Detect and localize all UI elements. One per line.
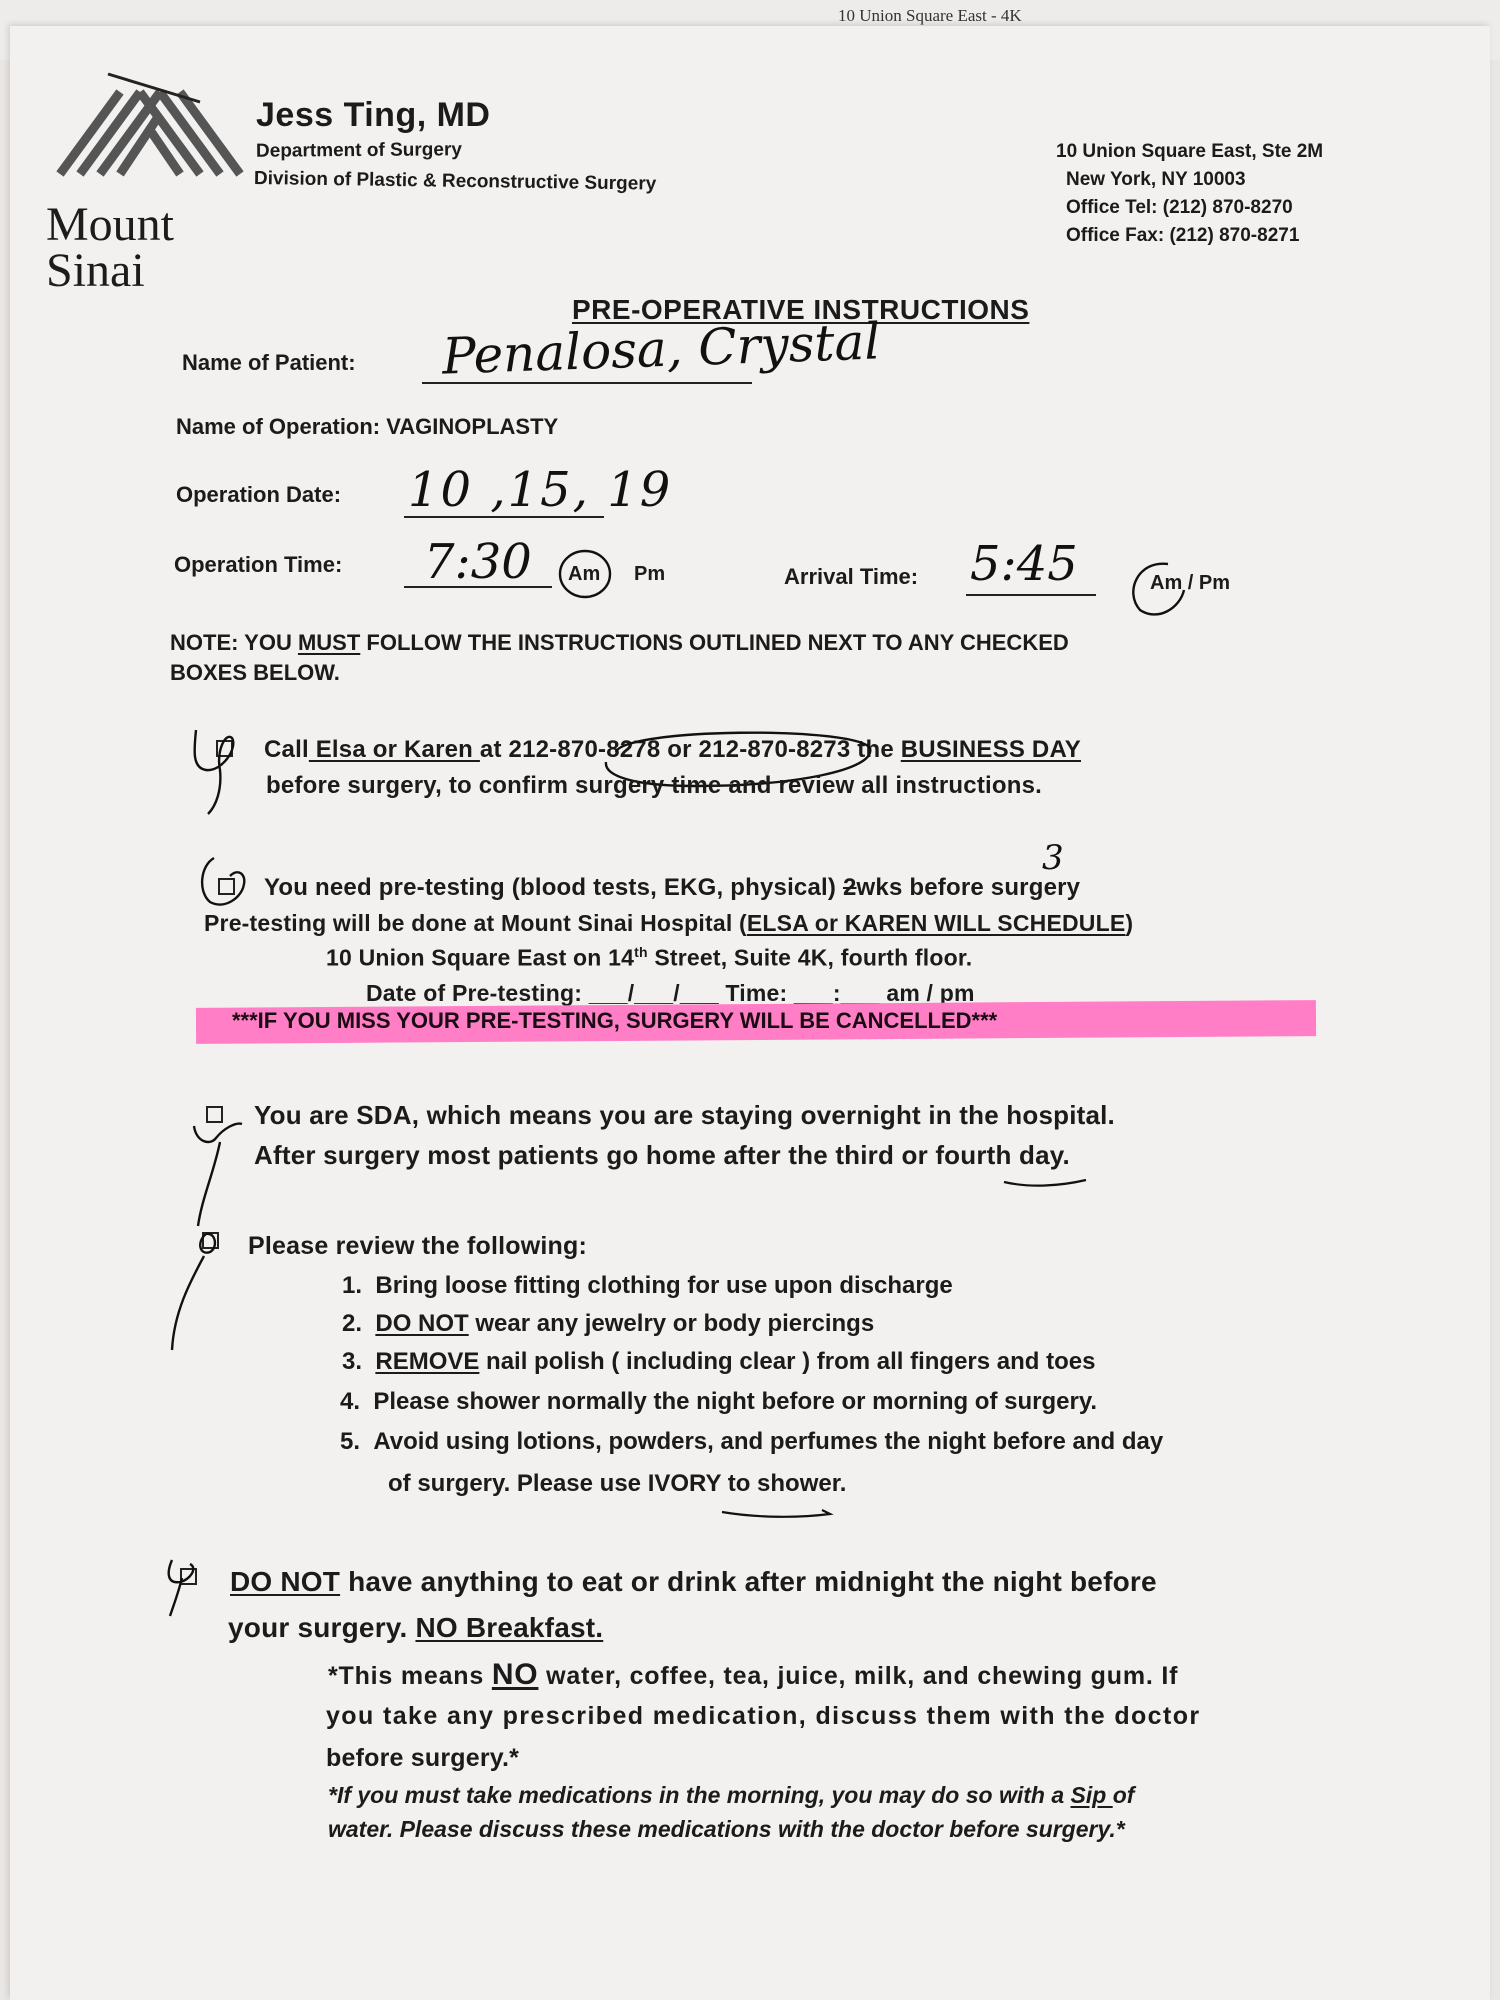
mount-sinai-logo-icon — [50, 64, 250, 184]
pretesting-date-time: Date of Pre-testing: ___/___/___ Time: ___:___ am / pm — [366, 980, 975, 1006]
back-sheet-address: 10 Union Square East - 4K — [838, 6, 1022, 25]
arrival-ampm: Am / Pm — [1150, 572, 1231, 594]
sda-line-2: After surgery most patients go home after the third or fourth day. — [254, 1140, 1070, 1170]
operation-time-handwritten[interactable]: 7:30 — [424, 534, 532, 590]
pretesting-line-1: You need pre-testing (blood tests, EKG, physical) 2wks before surgery — [264, 874, 1081, 901]
fasting-para-1-line-2: you take any prescribed medication, discuss them with the doctor — [326, 1702, 1201, 1730]
review-item: 4. Please shower normally the night before or morning of surgery. — [340, 1388, 1098, 1415]
third-underline-icon — [1000, 1174, 1090, 1190]
review-item: 1. Bring loose fitting clothing for use upon discharge — [342, 1272, 953, 1299]
operation-name: Name of Operation: VAGINOPLASTY — [176, 414, 559, 439]
note-block — [170, 628, 1069, 688]
department: Department of Surgery — [255, 139, 462, 162]
form-title: PRE-OPERATIVE INSTRUCTIONS — [572, 294, 1030, 325]
contact-block — [1056, 138, 1323, 250]
logo-line-2: Sinai — [46, 244, 145, 297]
arrival-time-label: Arrival Time: — [784, 564, 919, 589]
call-checkmark-icon — [186, 710, 266, 820]
fasting-line-1: DO NOT have anything to eat or drink after midnight the night before — [230, 1566, 1157, 1597]
review-item: 2. DO NOT wear any jewelry or body piercings — [342, 1310, 875, 1337]
review-item-5-line-2: of surgery. Please use IVORY to shower. — [388, 1470, 847, 1497]
fasting-para-1-line-3: before surgery.* — [326, 1744, 520, 1772]
fasting-para-2-line-2: water. Please discuss these medications with the doctor before surgery.* — [328, 1816, 1125, 1842]
pretesting-checkmark-icon — [194, 852, 264, 912]
am-circle-icon — [556, 546, 616, 602]
time-pm: Pm — [634, 563, 666, 585]
ivory: IVORY — [647, 1470, 722, 1497]
review-item: 3. REMOVE nail polish ( including clear ) from all fingers and toes — [342, 1348, 1096, 1375]
operation-time-label: Operation Time: — [174, 552, 343, 577]
address-line-2: New York, NY 10003 — [1066, 169, 1246, 190]
time-am: Am — [568, 563, 601, 585]
review-checkmark-icon — [160, 1222, 240, 1362]
arrival-underline — [966, 594, 1096, 596]
doctor-name: Jess Ting, MD — [256, 96, 491, 134]
office-fax: Office Fax: (212) 870-8271 — [1066, 225, 1300, 246]
logo-wordmark — [46, 198, 175, 297]
review-item: 5. Avoid using lotions, powders, and perfumes the night before and day — [340, 1428, 1164, 1455]
pretesting-line-2: Pre-testing will be done at Mount Sinai Hospital (ELSA or KAREN WILL SCHEDULE) — [204, 910, 1134, 936]
ivory-underline-icon — [718, 1504, 838, 1524]
pretesting-warning: ***IF YOU MISS YOUR PRE-TESTING, SURGERY WILL BE CANCELLED*** — [232, 1008, 998, 1033]
sda-third: third — [835, 1140, 895, 1170]
division: Division of Plastic & Reconstructive Surgery — [253, 168, 657, 195]
fasting-line-2: your surgery. NO Breakfast. — [228, 1612, 604, 1643]
arrival-time-handwritten[interactable]: 5:45 — [970, 536, 1078, 592]
fasting-do-not: DO NOT — [230, 1566, 341, 1597]
sip: Sip — [1070, 1782, 1113, 1808]
call-names: Elsa or Karen — [308, 736, 480, 763]
patient-label: Name of Patient: — [182, 350, 356, 375]
sda-line-1: You are SDA, which means you are staying overnight in the hospital. — [254, 1100, 1115, 1130]
operation-date-label: Operation Date: — [176, 482, 342, 507]
fasting-para-1-line-1: *This means NO water, coffee, tea, juice, milk, and chewing gum. If — [328, 1658, 1179, 1691]
patient-name-handwritten[interactable]: Penalosa, Crystal — [441, 312, 882, 386]
call-line-1: Call Elsa or Karen at 212-870-8278 or 212-870-8273 the BUSINESS DAY — [264, 736, 1081, 763]
office-tel: Office Tel: (212) 870-8270 — [1066, 197, 1293, 218]
call-phone-2: 212-870-8273 the — [698, 736, 901, 763]
document-page — [10, 26, 1490, 2000]
note-must: MUST — [297, 630, 361, 655]
weeks-original: 2 — [842, 874, 857, 901]
fasting-checkmark-icon — [158, 1554, 218, 1624]
no-breakfast: NO Breakfast. — [415, 1612, 604, 1643]
elsa-karen-schedule: ELSA or KAREN WILL SCHEDULE — [746, 910, 1126, 936]
business-day: BUSINESS DAY — [900, 736, 1081, 763]
arrival-am-circle-icon — [1118, 552, 1196, 624]
weeks-handwritten[interactable]: 3 — [1042, 838, 1064, 878]
review-heading: Please review the following: — [248, 1232, 588, 1260]
address-line-1: 10 Union Square East, Ste 2M — [1056, 141, 1324, 162]
note-line-1: NOTE: YOU MUST FOLLOW THE INSTRUCTIONS OUTLINED NEXT TO ANY CHECKED — [170, 630, 1069, 655]
operation-date-handwritten[interactable]: 10 ,15, 19 — [408, 462, 673, 518]
fasting-para-2-line-1: *If you must take medications in the morning, you may do so with a Sip of — [328, 1782, 1135, 1808]
logo-line-1: Mount — [46, 198, 175, 251]
call-line-2: before surgery, to confirm surgery time and review all instructions. — [266, 772, 1043, 799]
pretesting-line-3: 10 Union Square East on 14th Street, Suite 4K, fourth floor. — [326, 944, 973, 971]
call-phone-1: 212-870-8278 — [508, 736, 661, 763]
note-line-2: BOXES BELOW. — [170, 660, 340, 685]
fasting-no: NO — [491, 1658, 539, 1691]
